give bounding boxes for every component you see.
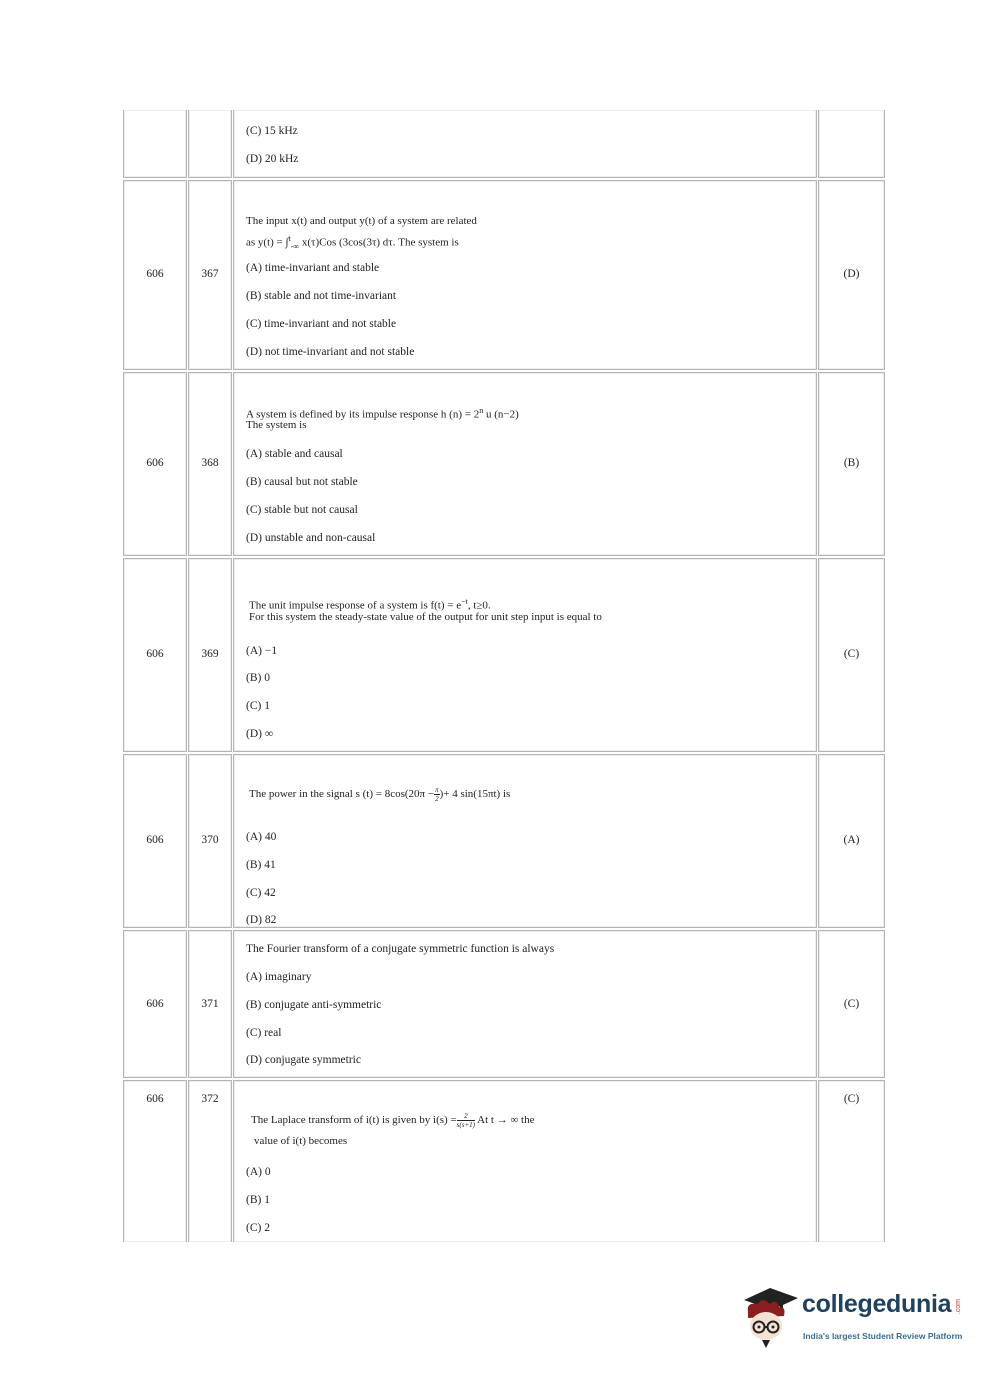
brand-name: collegedunia (802, 1290, 952, 1318)
table-row (123, 1080, 885, 1242)
option-a: (A) time-invariant and stable (246, 262, 380, 274)
option-c: (C) 1 (246, 700, 270, 712)
option-c: (C) 42 (246, 887, 276, 899)
answer-key: (C) (843, 1093, 860, 1105)
option-c: (C) 15 kHz (246, 125, 298, 137)
option-c: (C) 2 (246, 1222, 270, 1234)
question-number: 369 (201, 648, 219, 660)
question-text: The unit impulse response of a system is $f(t) = e^{-t}$, t≥0. (249, 597, 491, 612)
option-c: (C) time-invariant and not stable (246, 318, 397, 330)
table-row (123, 754, 885, 928)
paper-code: 606 (146, 834, 164, 846)
question-number: 367 (201, 268, 219, 280)
table-row (123, 110, 885, 178)
question-number: 371 (201, 998, 219, 1010)
answer-key: (B) (843, 457, 860, 469)
question-text: The power in the signal s (t) = 8cos(20π − $\frac{\pi}{2}$ )+ 4 sin(15πt) is (249, 785, 511, 803)
question-text: The input x(t) and output y(t) of a system are related (246, 215, 477, 227)
brand-suffix: .com (955, 1299, 962, 1315)
fraction: $\frac{2}{s(s+1)}$ (456, 1111, 476, 1129)
paper-code: 606 (146, 457, 164, 469)
answer-key: (C) (843, 998, 860, 1010)
question-number: 368 (201, 457, 219, 469)
option-d: (D) ∞ (246, 728, 274, 740)
question-text-line2: value of i(t) becomes (254, 1135, 348, 1147)
question-text-line2: The system is (246, 419, 307, 431)
option-a: (A) 0 (246, 1166, 271, 1178)
paper-code: 606 (146, 268, 164, 280)
answer-key: (D) (843, 268, 860, 280)
question-number: 372 (201, 1093, 219, 1105)
option-a: (A) −1 (246, 645, 278, 657)
paper-code: 606 (146, 1093, 164, 1105)
option-b: (B) causal but not stable (246, 476, 358, 488)
question-text: The Fourier transform of a conjugate symmetric function is always (246, 943, 555, 955)
option-a: (A) 40 (246, 831, 277, 843)
fraction: $\frac{\pi}{2}$ (435, 785, 439, 803)
answer-key: (A) (843, 834, 860, 846)
option-c: (C) stable but not causal (246, 504, 358, 516)
option-d: (D) unstable and non-causal (246, 532, 376, 544)
option-b: (B) 1 (246, 1194, 270, 1206)
table-row (123, 372, 885, 556)
option-d: (D) not time-invariant and not stable (246, 346, 415, 358)
question-number: 370 (201, 834, 219, 846)
option-b: (B) 0 (246, 672, 270, 684)
option-d: (D) conjugate symmetric (246, 1054, 361, 1066)
paper-code: 606 (146, 648, 164, 660)
option-b: (B) 41 (246, 859, 276, 871)
paper-code: 606 (146, 998, 164, 1010)
table-row (123, 930, 885, 1078)
option-b: (B) stable and not time-invariant (246, 290, 397, 302)
brand-tagline: India's largest Student Review Platform (803, 1331, 963, 1341)
question-table (123, 110, 885, 1242)
option-c: (C) real (246, 1027, 282, 1039)
table-row (123, 558, 885, 752)
table-row (123, 180, 885, 370)
question-text: A system is defined by its impulse response h $(n) = 2^n$ u (n−2) (246, 406, 519, 421)
question-text-line2: For this system the steady-state value of the output for unit step input is equal to (249, 611, 602, 623)
option-d: (D) 20 kHz (246, 153, 299, 165)
question-text: The Laplace transform of i(t) is given by i(s) = $\frac{2}{s(s+1)}$ At t → ∞ the (251, 1111, 535, 1129)
option-d: (D) 82 (246, 914, 277, 926)
option-a: (A) stable and causal (246, 448, 343, 460)
option-b: (B) conjugate anti-symmetric (246, 999, 382, 1011)
answer-key: (C) (843, 648, 860, 660)
option-a: (A) imaginary (246, 971, 312, 983)
question-text-line2: as y(t) = ∫$^t_{-\infty}$ x(τ)Cos (3cos(3τ) dτ. The system is (246, 234, 459, 251)
